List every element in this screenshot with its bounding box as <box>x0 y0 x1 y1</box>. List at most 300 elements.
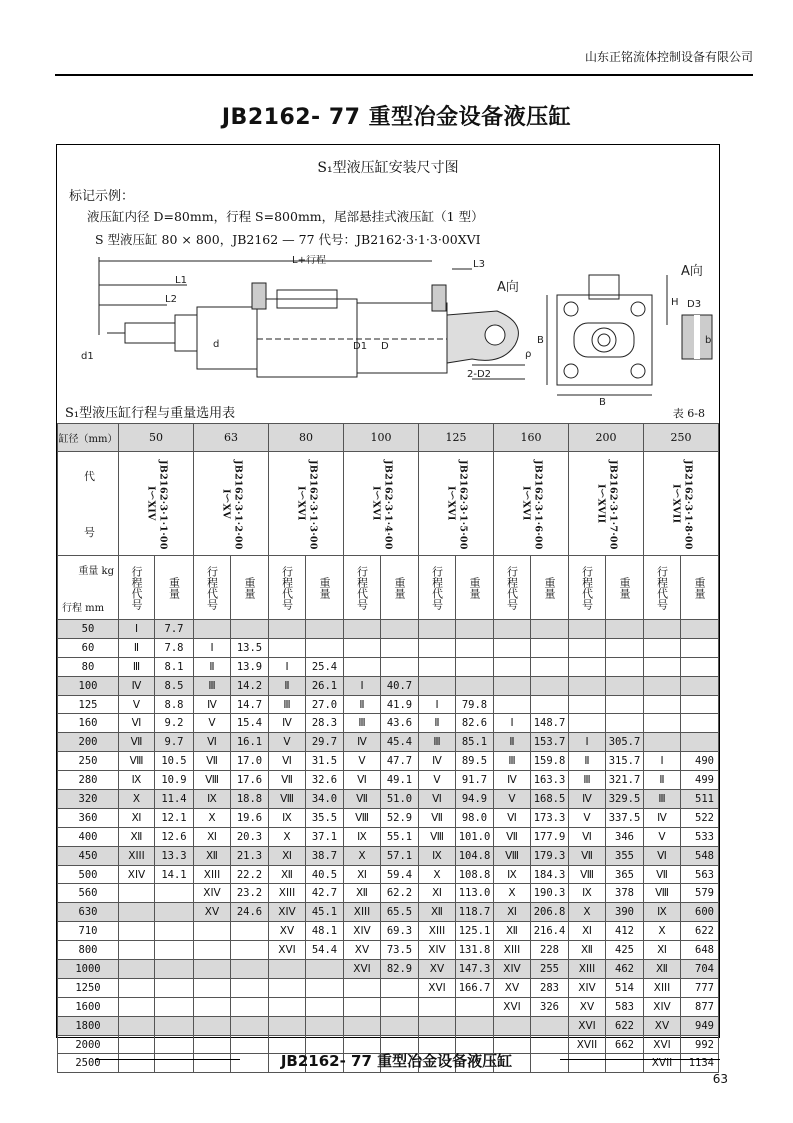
stroke-length: 710 <box>58 922 119 941</box>
label-b-bottom: B <box>599 397 606 405</box>
weight-cell <box>531 620 569 639</box>
table-row <box>58 960 719 979</box>
weight-cell: 29.7 <box>306 733 344 752</box>
weight-cell: 949 <box>681 1016 719 1035</box>
weight-cell: 153.7 <box>531 733 569 752</box>
label-b-small: b <box>705 335 712 346</box>
weight-cell <box>456 676 494 695</box>
weight-cell <box>606 638 644 657</box>
bore-100: 100 <box>344 424 419 452</box>
weight-cell: 522 <box>681 808 719 827</box>
label-D: D <box>381 341 389 352</box>
weight-cell: 9.7 <box>155 733 194 752</box>
weight-cell: 147.3 <box>456 960 494 979</box>
stroke-code-cell: Ⅲ <box>644 790 681 809</box>
stroke-code-header: 行程代号 <box>344 556 381 620</box>
weight-cell: 54.4 <box>306 941 344 960</box>
stroke-code-cell: Ⅲ <box>269 695 306 714</box>
stroke-length: 400 <box>58 827 119 846</box>
weight-cell: 315.7 <box>606 752 644 771</box>
stroke-code-cell: Ⅰ <box>419 695 456 714</box>
stroke-code-cell: Ⅰ <box>269 657 306 676</box>
stroke-code-cell: Ⅲ <box>494 752 531 771</box>
stroke-code-cell: XIII <box>269 884 306 903</box>
weight-cell: 69.3 <box>381 922 419 941</box>
stroke-code-cell <box>419 638 456 657</box>
weight-cell: 648 <box>681 941 719 960</box>
weight-cell: 583 <box>606 997 644 1016</box>
weight-cell <box>155 903 194 922</box>
stroke-code-cell: Ⅻ <box>494 922 531 941</box>
stroke-code-cell: Ⅹ <box>194 808 231 827</box>
stroke-code-cell <box>344 997 381 1016</box>
weight-cell: 329.5 <box>606 790 644 809</box>
weight-cell: 131.8 <box>456 941 494 960</box>
stroke-code-cell <box>119 997 155 1016</box>
weight-cell: 365 <box>606 865 644 884</box>
stroke-length: 2500 <box>58 1054 119 1073</box>
stroke-code-cell: Ⅵ <box>344 771 381 790</box>
weight-header: 重量 <box>681 556 719 620</box>
weight-cell: 622 <box>606 1016 644 1035</box>
stroke-code-cell: Ⅰ <box>194 638 231 657</box>
stroke-code-cell <box>569 638 606 657</box>
weight-cell <box>681 733 719 752</box>
stroke-code-cell: XIII <box>344 903 381 922</box>
weight-cell: 462 <box>606 960 644 979</box>
stroke-code-cell: XIV <box>194 884 231 903</box>
weight-cell: 45.1 <box>306 903 344 922</box>
stroke-code-header: 行程代号 <box>119 556 155 620</box>
footer-title: JB2162- 77 重型冶金设备液压缸 <box>280 1052 513 1070</box>
code-160: JB2162·3·1·6·00 I～XVI <box>494 452 569 556</box>
stroke-code-cell: Ⅲ <box>194 676 231 695</box>
example-heading: 标记示例： <box>69 189 135 204</box>
stroke-code-cell: Ⅴ <box>494 790 531 809</box>
stroke-code-cell: Ⅹ <box>419 865 456 884</box>
weight-cell <box>381 657 419 676</box>
stroke-code-cell: Ⅴ <box>344 752 381 771</box>
stroke-code-cell <box>119 903 155 922</box>
stroke-code-cell: Ⅻ <box>644 960 681 979</box>
table-row <box>58 676 719 695</box>
company-name: 山东正铭流体控制设备有限公司 <box>584 50 753 64</box>
weight-cell: 228 <box>531 941 569 960</box>
weight-cell: 12.6 <box>155 827 194 846</box>
stroke-length: 1250 <box>58 978 119 997</box>
stroke-code-cell <box>569 620 606 639</box>
stroke-length: 630 <box>58 903 119 922</box>
table-row <box>58 903 719 922</box>
bore-label: 缸径（mm） <box>58 424 119 452</box>
code-100: JB2162·3·1·4·00 I～XVI <box>344 452 419 556</box>
stroke-code-cell: Ⅶ <box>269 771 306 790</box>
weight-cell: 28.3 <box>306 714 344 733</box>
stroke-length: 1600 <box>58 997 119 1016</box>
stroke-code-cell <box>644 657 681 676</box>
weight-cell <box>381 978 419 997</box>
stroke-code-cell: Ⅺ <box>569 922 606 941</box>
stroke-code-cell <box>569 695 606 714</box>
weight-header: 重量 <box>231 556 269 620</box>
weight-cell: 27.0 <box>306 695 344 714</box>
weight-cell: 390 <box>606 903 644 922</box>
stroke-code-cell <box>344 657 381 676</box>
stroke-code-cell: Ⅸ <box>269 808 306 827</box>
stroke-length: 360 <box>58 808 119 827</box>
example-line-1: 液压缸内径 D=80mm，行程 S=800mm，尾部悬挂式液压缸（1 型） <box>87 209 484 224</box>
stroke-code-cell: Ⅵ <box>494 808 531 827</box>
weight-cell <box>681 714 719 733</box>
bore-50: 50 <box>119 424 194 452</box>
weight-cell <box>681 657 719 676</box>
stroke-code-cell <box>644 733 681 752</box>
stroke-code-cell: XVII <box>644 1054 681 1073</box>
code-80: JB2162·3·1·3·00 I～XVI <box>269 452 344 556</box>
stroke-code-cell: Ⅺ <box>344 865 381 884</box>
table-row <box>58 657 719 676</box>
weight-cell: 19.6 <box>231 808 269 827</box>
weight-cell: 15.4 <box>231 714 269 733</box>
weight-cell: 321.7 <box>606 771 644 790</box>
label-l-stroke: L+行程 <box>292 255 326 266</box>
weight-cell: 600 <box>681 903 719 922</box>
weight-cell: 7.8 <box>155 638 194 657</box>
weight-cell <box>531 638 569 657</box>
weight-cell: 73.5 <box>381 941 419 960</box>
stroke-code-cell <box>419 620 456 639</box>
weight-cell: 8.1 <box>155 657 194 676</box>
stroke-code-cell <box>644 620 681 639</box>
stroke-code-cell: Ⅺ <box>644 941 681 960</box>
stroke-code-cell: Ⅸ <box>344 827 381 846</box>
stroke-code-cell: Ⅵ <box>269 752 306 771</box>
weight-cell: 25.4 <box>306 657 344 676</box>
weight-cell: 62.2 <box>381 884 419 903</box>
weight-cell: 108.8 <box>456 865 494 884</box>
weight-cell: 79.8 <box>456 695 494 714</box>
stroke-code-cell <box>194 941 231 960</box>
table-row <box>58 865 719 884</box>
weight-cell <box>231 997 269 1016</box>
stroke-code-header: 行程代号 <box>494 556 531 620</box>
bore-250: 250 <box>644 424 719 452</box>
weight-cell: 49.1 <box>381 771 419 790</box>
stroke-code-cell: Ⅳ <box>419 752 456 771</box>
stroke-length: 280 <box>58 771 119 790</box>
label-l3: L3 <box>473 259 485 270</box>
weight-cell: 31.5 <box>306 752 344 771</box>
weight-cell: 216.4 <box>531 922 569 941</box>
stroke-code-cell: XVI <box>569 1016 606 1035</box>
code-63: JB2162·3·1·2·00 I～XV <box>194 452 269 556</box>
weight-cell: 94.9 <box>456 790 494 809</box>
label-D1: D1 <box>353 341 368 352</box>
stroke-code-cell: Ⅴ <box>194 714 231 733</box>
weight-cell: 113.0 <box>456 884 494 903</box>
table-row <box>58 884 719 903</box>
stroke-code-cell <box>119 884 155 903</box>
table-row <box>58 714 719 733</box>
weight-header: 重量 <box>606 556 644 620</box>
weight-cell <box>606 657 644 676</box>
stroke-length: 500 <box>58 865 119 884</box>
weight-cell: 13.5 <box>231 638 269 657</box>
weight-cell: 91.7 <box>456 771 494 790</box>
code-50: JB2162·3·1·1·00 I～XIV <box>119 452 194 556</box>
stroke-code-cell: Ⅰ <box>644 752 681 771</box>
weight-cell: 7.7 <box>155 620 194 639</box>
stroke-code-cell: Ⅳ <box>644 808 681 827</box>
weight-cell: 179.3 <box>531 846 569 865</box>
stroke-code-cell: Ⅱ <box>569 752 606 771</box>
stroke-code-cell: XVII <box>569 1035 606 1054</box>
weight-cell: 14.2 <box>231 676 269 695</box>
stroke-code-cell: XV <box>569 997 606 1016</box>
weight-cell: 305.7 <box>606 733 644 752</box>
weight-cell: 17.0 <box>231 752 269 771</box>
stroke-code-cell: XV <box>194 903 231 922</box>
weight-cell <box>231 960 269 979</box>
label-b-side: B <box>537 335 544 346</box>
stroke-code-cell: Ⅱ <box>419 714 456 733</box>
weight-cell <box>681 676 719 695</box>
stroke-code-cell <box>569 676 606 695</box>
stroke-code-cell <box>644 638 681 657</box>
stroke-code-cell: Ⅸ <box>419 846 456 865</box>
label-a-direction: A向 <box>497 280 519 295</box>
stroke-code-cell: Ⅺ <box>494 903 531 922</box>
stroke-length: 1000 <box>58 960 119 979</box>
table-number: 表 6-8 <box>672 407 705 420</box>
stroke-code-cell <box>494 620 531 639</box>
weight-cell: 45.4 <box>381 733 419 752</box>
stroke-code-cell: Ⅳ <box>119 676 155 695</box>
weight-cell: 877 <box>681 997 719 1016</box>
stroke-code-cell: Ⅰ <box>119 620 155 639</box>
bore-63: 63 <box>194 424 269 452</box>
stroke-code-cell: Ⅵ <box>194 733 231 752</box>
weight-cell: 168.5 <box>531 790 569 809</box>
stroke-code-cell: Ⅲ <box>119 657 155 676</box>
weight-cell: 13.9 <box>231 657 269 676</box>
bore-80: 80 <box>269 424 344 452</box>
weight-cell: 514 <box>606 978 644 997</box>
weight-cell: 166.7 <box>456 978 494 997</box>
table-row <box>58 695 719 714</box>
weight-cell: 22.2 <box>231 865 269 884</box>
weight-cell <box>531 657 569 676</box>
weight-cell <box>306 620 344 639</box>
stroke-length: 320 <box>58 790 119 809</box>
stroke-code-cell: XV <box>344 941 381 960</box>
stroke-code-cell: Ⅻ <box>269 865 306 884</box>
stroke-code-cell: Ⅷ <box>569 865 606 884</box>
stroke-code-cell: XVI <box>269 941 306 960</box>
weight-cell: 548 <box>681 846 719 865</box>
stroke-code-cell: Ⅱ <box>344 695 381 714</box>
stroke-code-cell: Ⅹ <box>494 884 531 903</box>
weight-header: 重量 <box>306 556 344 620</box>
weight-cell: 125.1 <box>456 922 494 941</box>
weight-cell <box>155 960 194 979</box>
stroke-code-cell: Ⅷ <box>119 752 155 771</box>
code-row <box>58 452 719 556</box>
weight-cell: 662 <box>606 1035 644 1054</box>
weight-cell <box>231 978 269 997</box>
stroke-code-cell: XIV <box>344 922 381 941</box>
weight-cell: 38.7 <box>306 846 344 865</box>
stroke-code-header: 行程代号 <box>194 556 231 620</box>
stroke-code-cell: Ⅸ <box>194 790 231 809</box>
stroke-code-cell: XIII <box>644 978 681 997</box>
weight-cell: 14.7 <box>231 695 269 714</box>
stroke-code-cell <box>644 676 681 695</box>
stroke-code-cell: Ⅳ <box>494 771 531 790</box>
code-200: JB2162·3·1·7·00 I～XVII <box>569 452 644 556</box>
weight-header: 重量 <box>531 556 569 620</box>
stroke-length: 1800 <box>58 1016 119 1035</box>
stroke-code-cell: Ⅻ <box>194 846 231 865</box>
weight-cell <box>231 620 269 639</box>
stroke-code-cell <box>494 638 531 657</box>
weight-cell <box>381 638 419 657</box>
weight-cell: 12.1 <box>155 808 194 827</box>
cylinder-installation-drawing <box>77 255 717 405</box>
stroke-code-cell: Ⅸ <box>494 865 531 884</box>
weight-cell: 704 <box>681 960 719 979</box>
bore-200: 200 <box>569 424 644 452</box>
bore-160: 160 <box>494 424 569 452</box>
stroke-code-cell: XV <box>419 960 456 979</box>
stroke-code-cell: XIII <box>419 922 456 941</box>
stroke-length: 160 <box>58 714 119 733</box>
stroke-code-cell: Ⅳ <box>569 790 606 809</box>
weight-cell: 89.5 <box>456 752 494 771</box>
drawing-title: S₁型液压缸安装尺寸图 <box>317 160 459 176</box>
stroke-code-cell: Ⅹ <box>644 922 681 941</box>
stroke-code-cell: Ⅷ <box>194 771 231 790</box>
stroke-code-header: 行程代号 <box>644 556 681 620</box>
stroke-code-cell: Ⅰ <box>494 714 531 733</box>
stroke-length: 250 <box>58 752 119 771</box>
stroke-code-cell: Ⅺ <box>419 884 456 903</box>
stroke-code-cell <box>269 1016 306 1035</box>
weight-cell: 17.6 <box>231 771 269 790</box>
stroke-code-cell <box>344 638 381 657</box>
stroke-code-cell: Ⅳ <box>194 695 231 714</box>
table-row <box>58 827 719 846</box>
stroke-code-cell <box>194 960 231 979</box>
stroke-code-cell: XVI <box>494 997 531 1016</box>
label-d: d <box>213 339 220 350</box>
weight-cell: 43.6 <box>381 714 419 733</box>
weight-cell: 42.7 <box>306 884 344 903</box>
table-row <box>58 790 719 809</box>
weight-cell <box>381 1016 419 1035</box>
weight-cell <box>231 941 269 960</box>
stroke-code-cell: Ⅸ <box>569 884 606 903</box>
weight-cell: 55.1 <box>381 827 419 846</box>
stroke-length: 80 <box>58 657 119 676</box>
stroke-length: 50 <box>58 620 119 639</box>
weight-cell <box>306 638 344 657</box>
weight-cell: 499 <box>681 771 719 790</box>
table-row <box>58 941 719 960</box>
header-divider <box>55 74 753 76</box>
stroke-code-cell: Ⅹ <box>569 903 606 922</box>
stroke-code-cell <box>644 714 681 733</box>
weight-cell: 425 <box>606 941 644 960</box>
stroke-code-cell: Ⅳ <box>269 714 306 733</box>
weight-cell: 490 <box>681 752 719 771</box>
stroke-code-cell: Ⅱ <box>494 733 531 752</box>
weight-cell <box>531 1016 569 1035</box>
stroke-code-cell <box>194 978 231 997</box>
code-125: JB2162·3·1·5·00 I～XVI <box>419 452 494 556</box>
stroke-code-cell <box>344 978 381 997</box>
stroke-code-cell <box>494 1016 531 1035</box>
weight-cell: 26.1 <box>306 676 344 695</box>
weight-cell <box>681 638 719 657</box>
label-2-D2: 2-D2 <box>467 369 492 380</box>
bore-row <box>58 424 719 452</box>
stroke-length: 450 <box>58 846 119 865</box>
weight-cell: 52.9 <box>381 808 419 827</box>
stroke-code-cell <box>269 997 306 1016</box>
stroke-code-cell: XV <box>494 978 531 997</box>
stroke-code-cell: Ⅷ <box>644 884 681 903</box>
weight-cell: 11.4 <box>155 790 194 809</box>
stroke-code-cell: XIII <box>119 846 155 865</box>
stroke-code-header: 行程代号 <box>269 556 306 620</box>
stroke-code-cell <box>569 657 606 676</box>
weight-cell <box>456 620 494 639</box>
stroke-weight-table <box>57 423 719 1073</box>
stroke-code-cell: XIII <box>194 865 231 884</box>
stroke-code-cell: Ⅺ <box>194 827 231 846</box>
stroke-code-cell: XIV <box>569 978 606 997</box>
weight-cell: 533 <box>681 827 719 846</box>
label-l1: L1 <box>175 275 187 286</box>
weight-cell: 51.0 <box>381 790 419 809</box>
weight-cell: 355 <box>606 846 644 865</box>
weight-cell <box>681 620 719 639</box>
stroke-code-cell: Ⅷ <box>494 846 531 865</box>
weight-cell <box>606 620 644 639</box>
stroke-code-cell <box>194 620 231 639</box>
weight-cell: 622 <box>681 922 719 941</box>
stroke-code-cell: Ⅷ <box>269 790 306 809</box>
stroke-length: 200 <box>58 733 119 752</box>
weight-cell <box>155 978 194 997</box>
weight-cell <box>456 997 494 1016</box>
stroke-code-cell <box>269 638 306 657</box>
weight-cell: 82.6 <box>456 714 494 733</box>
stroke-code-cell: Ⅱ <box>119 638 155 657</box>
stroke-code-cell: Ⅳ <box>344 733 381 752</box>
label-a-view: A向 <box>681 264 703 279</box>
stroke-code-cell: XIV <box>494 960 531 979</box>
stroke-code-cell: XIV <box>119 865 155 884</box>
stroke-code-cell <box>119 978 155 997</box>
weight-cell: 8.8 <box>155 695 194 714</box>
stroke-code-cell <box>269 978 306 997</box>
weight-cell: 148.7 <box>531 714 569 733</box>
weight-cell: 65.5 <box>381 903 419 922</box>
weight-cell: 16.1 <box>231 733 269 752</box>
stroke-code-cell: XIV <box>419 941 456 960</box>
